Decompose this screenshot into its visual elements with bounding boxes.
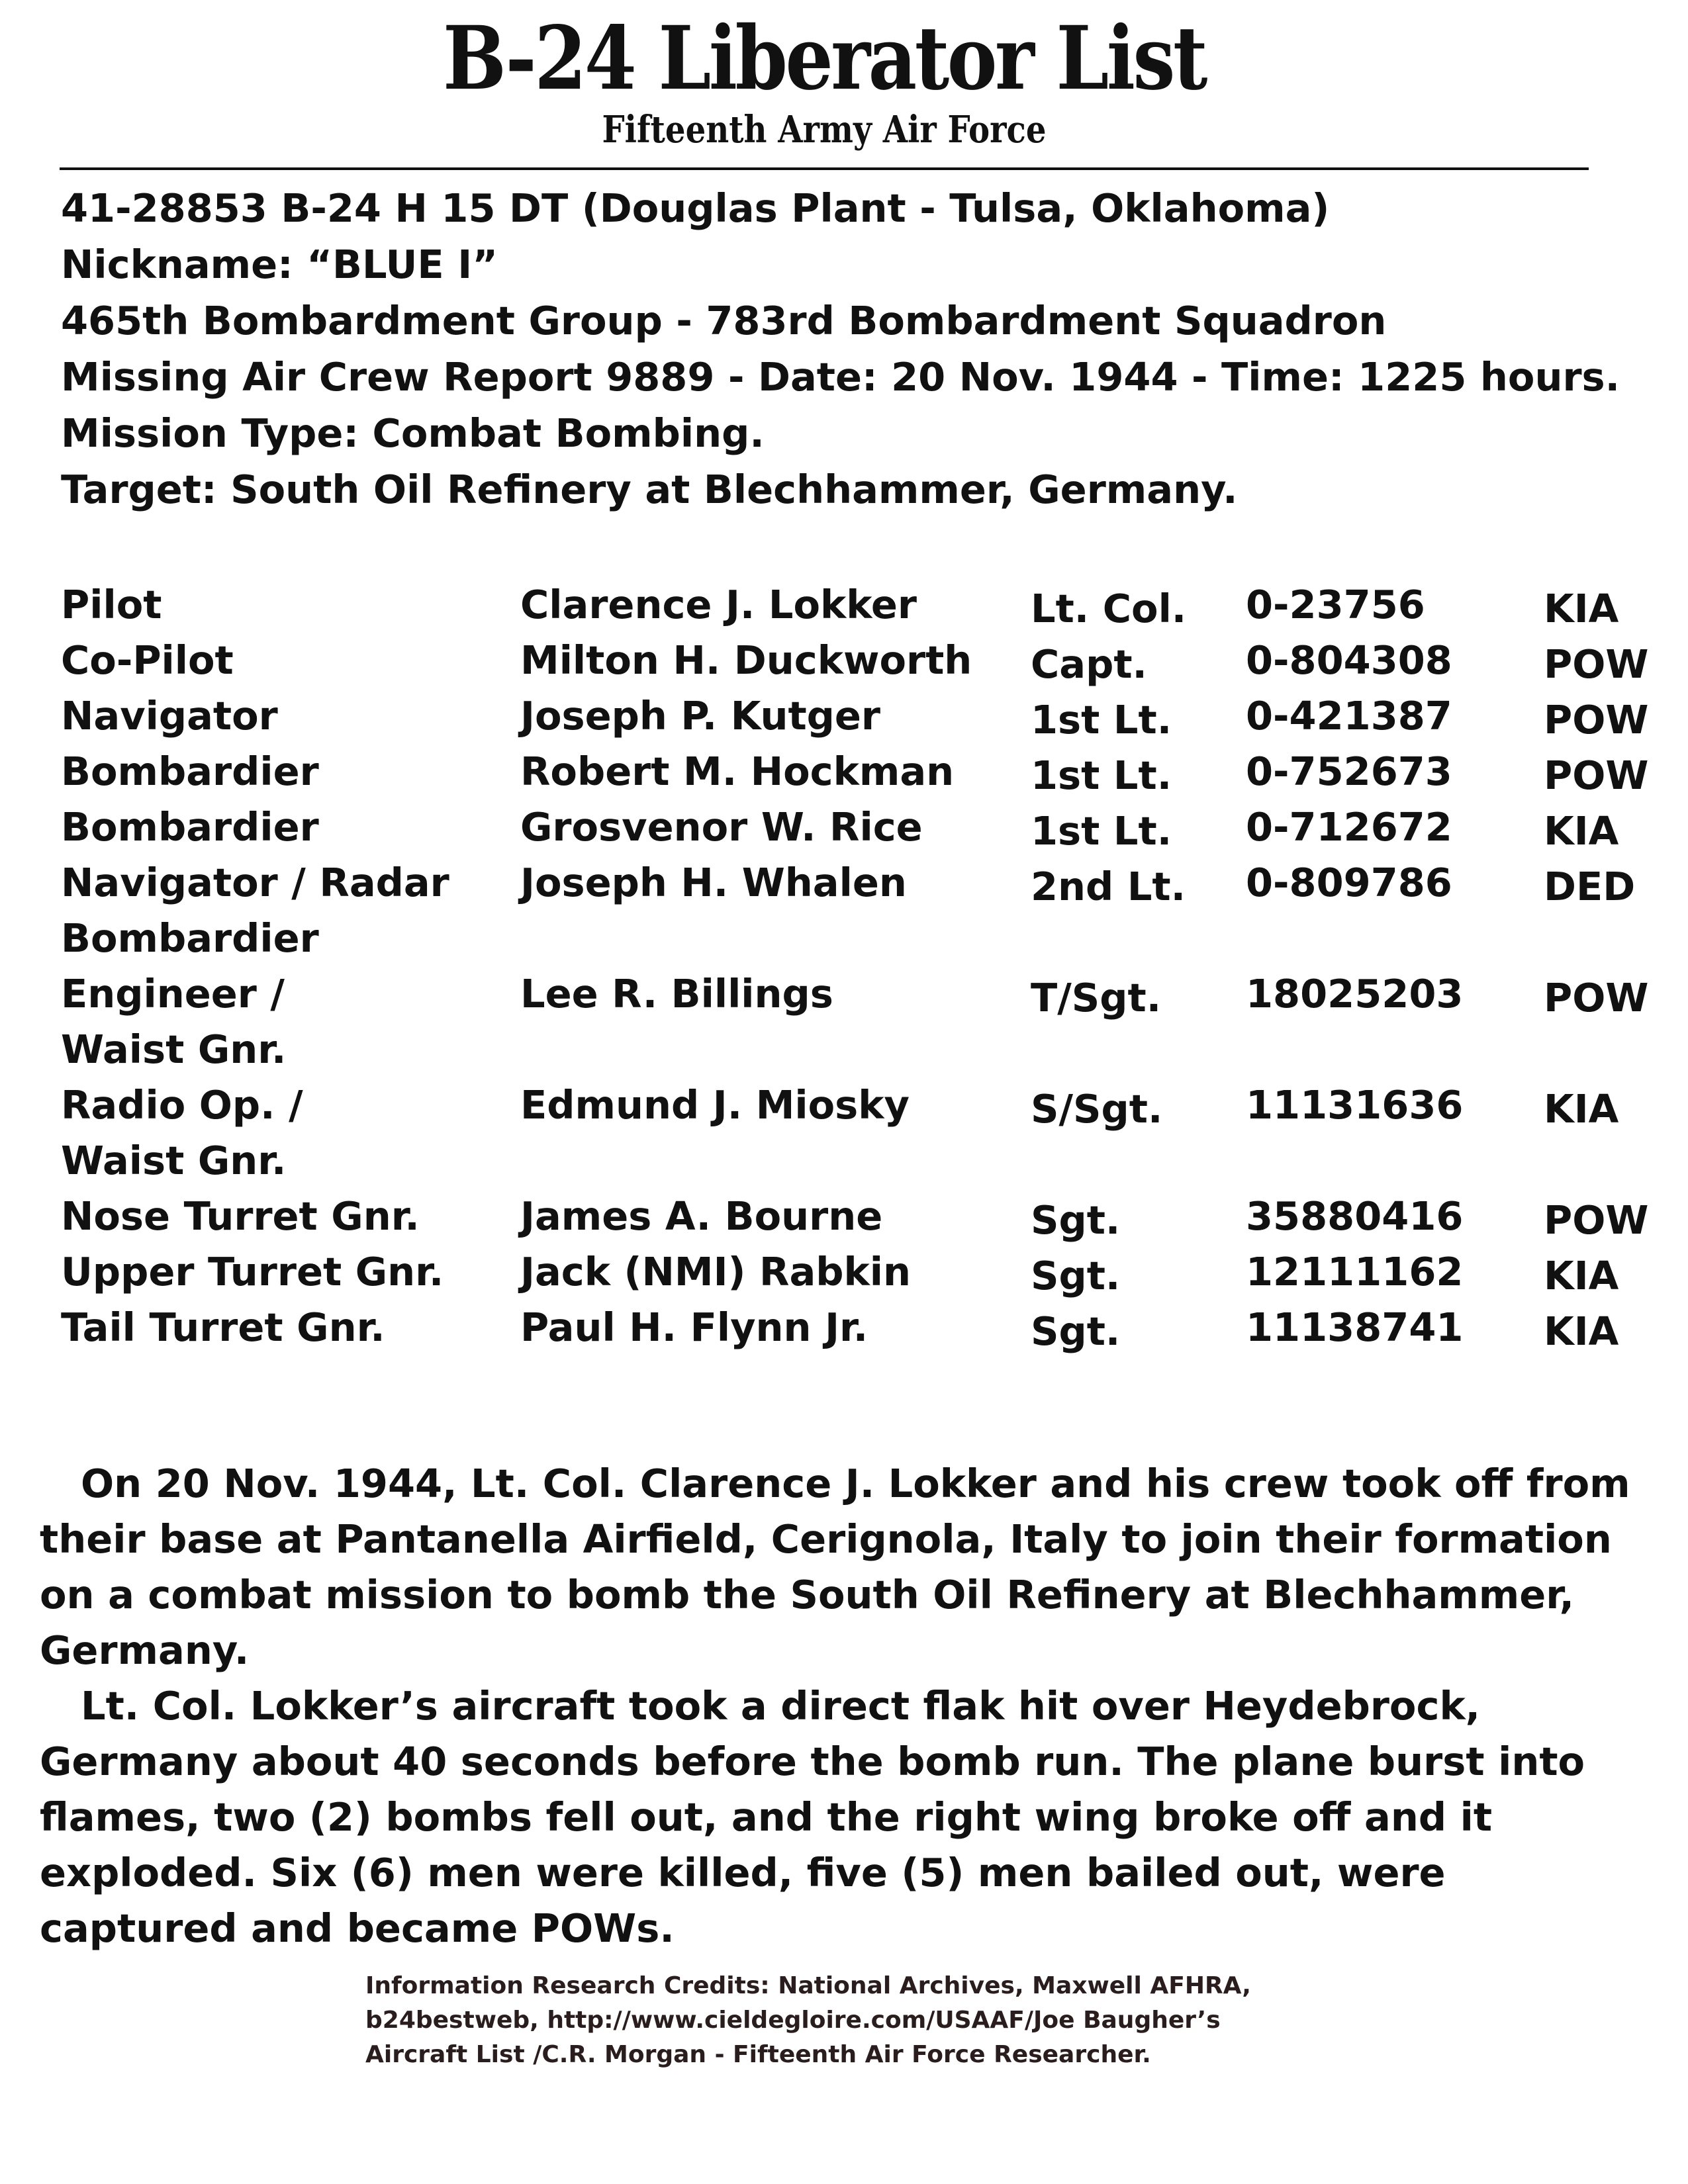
crew-name: James A. Bourne bbox=[520, 1193, 883, 1239]
title-divider bbox=[60, 167, 1589, 170]
crew-row bbox=[61, 1244, 1663, 1300]
crew-status: KIA bbox=[1544, 1308, 1619, 1354]
crew-row bbox=[61, 799, 1663, 855]
crew-position: Pilot bbox=[61, 582, 162, 627]
crew-serial: 11138741 bbox=[1246, 1304, 1464, 1350]
crew-status: KIA bbox=[1544, 1253, 1619, 1298]
crew-name: Clarence J. Lokker bbox=[520, 582, 917, 627]
crew-position: Bombardier bbox=[61, 749, 319, 794]
research-credits bbox=[365, 1969, 1425, 2072]
crew-status: KIA bbox=[1544, 1086, 1619, 1132]
aircraft-info bbox=[61, 180, 1663, 518]
crew-position: Navigator bbox=[61, 693, 278, 739]
crew-status: POW bbox=[1544, 975, 1649, 1021]
crew-position: Tail Turret Gnr. bbox=[61, 1304, 385, 1350]
crew-rank: Sgt. bbox=[1031, 1308, 1121, 1354]
crew-rank: T/Sgt. bbox=[1031, 975, 1162, 1021]
crew-serial: 0-752673 bbox=[1246, 749, 1452, 794]
crew-row bbox=[61, 855, 1663, 966]
crew-name: Lee R. Billings bbox=[520, 971, 833, 1017]
crew-rank: S/Sgt. bbox=[1031, 1086, 1163, 1132]
crew-name: Joseph P. Kutger bbox=[520, 693, 880, 739]
credits-line: Information Research Credits: National Archives, Maxwell AFHRA, bbox=[365, 1972, 1251, 1999]
crew-name: Jack (NMI) Rabkin bbox=[520, 1249, 911, 1295]
crew-serial: 18025203 bbox=[1246, 971, 1464, 1017]
crew-rank: 1st Lt. bbox=[1031, 752, 1172, 798]
crew-status: POW bbox=[1544, 697, 1649, 743]
crew-name: Joseph H. Whalen bbox=[520, 860, 907, 905]
narrative bbox=[40, 1456, 1655, 1956]
crew-name: Robert M. Hockman bbox=[520, 749, 955, 794]
crew-position: Engineer / Waist Gnr. bbox=[61, 971, 287, 1072]
crew-rank: Sgt. bbox=[1031, 1253, 1121, 1298]
aircraft-macr-line: Missing Air Crew Report 9889 - Date: 20 Nov. 1944 - Time: 1225 hours. bbox=[61, 354, 1620, 400]
crew-serial: 11131636 bbox=[1246, 1082, 1464, 1128]
crew-row bbox=[61, 577, 1663, 633]
narrative-paragraph: Lt. Col. Lokker’s aircraft took a direct flak hit over Heydebrock, Germany about 40 seconds before the bomb run. The plane burst into flames, two (2) bombs fell out, and the right wing broke off and it exploded. Six (6) men were killed, five (5) men bailed out, were captured and became POWs. bbox=[40, 1683, 1585, 1951]
crew-serial: 0-809786 bbox=[1246, 860, 1452, 905]
crew-row bbox=[61, 633, 1663, 688]
crew-rank: Sgt. bbox=[1031, 1197, 1121, 1243]
crew-row bbox=[61, 744, 1663, 799]
crew-position: Co-Pilot bbox=[61, 637, 234, 683]
aircraft-serial-line: 41-28853 B-24 H 15 DT (Douglas Plant - Tulsa, Oklahoma) bbox=[61, 185, 1330, 231]
crew-status: POW bbox=[1544, 752, 1649, 798]
crew-status: POW bbox=[1544, 641, 1649, 687]
credits-line: b24bestweb, http://www.cieldegloire.com/USAAF/Joe Baugher’s bbox=[365, 2007, 1221, 2034]
crew-serial: 12111162 bbox=[1246, 1249, 1464, 1295]
crew-table bbox=[61, 577, 1663, 1355]
crew-position: Radio Op. / Waist Gnr. bbox=[61, 1082, 303, 1183]
crew-name: Paul H. Flynn Jr. bbox=[520, 1304, 868, 1350]
crew-row bbox=[61, 688, 1663, 744]
crew-status: KIA bbox=[1544, 808, 1619, 854]
crew-status: POW bbox=[1544, 1197, 1649, 1243]
narrative-paragraph: On 20 Nov. 1944, Lt. Col. Clarence J. Lokker and his crew took off from their base at Pantanella Airfield, Cerignola, Italy to join their formation on a combat mission to bomb the South Oil Refinery at Blechhammer, Germany. bbox=[40, 1461, 1630, 1673]
crew-name: Grosvenor W. Rice bbox=[520, 804, 923, 850]
crew-serial: 0-712672 bbox=[1246, 804, 1452, 850]
crew-rank: 1st Lt. bbox=[1031, 697, 1172, 743]
crew-rank: Capt. bbox=[1031, 641, 1147, 687]
crew-status: DED bbox=[1544, 864, 1636, 909]
crew-row bbox=[61, 1189, 1663, 1244]
crew-status: KIA bbox=[1544, 586, 1619, 631]
crew-rank: Lt. Col. bbox=[1031, 586, 1187, 631]
crew-position: Navigator / Radar Bombardier bbox=[61, 860, 449, 961]
crew-row bbox=[61, 1300, 1663, 1355]
crew-serial: 0-421387 bbox=[1246, 693, 1452, 739]
crew-serial: 0-23756 bbox=[1246, 582, 1425, 627]
crew-name: Milton H. Duckworth bbox=[520, 637, 972, 683]
crew-name: Edmund J. Miosky bbox=[520, 1082, 910, 1128]
aircraft-target-line: Target: South Oil Refinery at Blechhammer, Germany. bbox=[61, 467, 1238, 512]
page-title: B-24 Liberator List bbox=[443, 7, 1205, 110]
crew-serial: 35880416 bbox=[1246, 1193, 1464, 1239]
aircraft-nickname-line: Nickname: “BLUE I” bbox=[61, 242, 498, 287]
crew-position: Nose Turret Gnr. bbox=[61, 1193, 420, 1239]
aircraft-mission-type-line: Mission Type: Combat Bombing. bbox=[61, 410, 765, 456]
crew-rank: 1st Lt. bbox=[1031, 808, 1172, 854]
aircraft-unit-line: 465th Bombardment Group - 783rd Bombardment Squadron bbox=[61, 298, 1387, 343]
crew-serial: 0-804308 bbox=[1246, 637, 1452, 683]
crew-rank: 2nd Lt. bbox=[1031, 864, 1186, 909]
credits-line: Aircraft List /C.R. Morgan - Fifteenth Air Force Researcher. bbox=[365, 2041, 1151, 2068]
crew-position: Bombardier bbox=[61, 804, 319, 850]
crew-row bbox=[61, 1077, 1663, 1189]
crew-row bbox=[61, 966, 1663, 1077]
page-subtitle: Fifteenth Army Air Force bbox=[602, 108, 1047, 152]
crew-position: Upper Turret Gnr. bbox=[61, 1249, 444, 1295]
